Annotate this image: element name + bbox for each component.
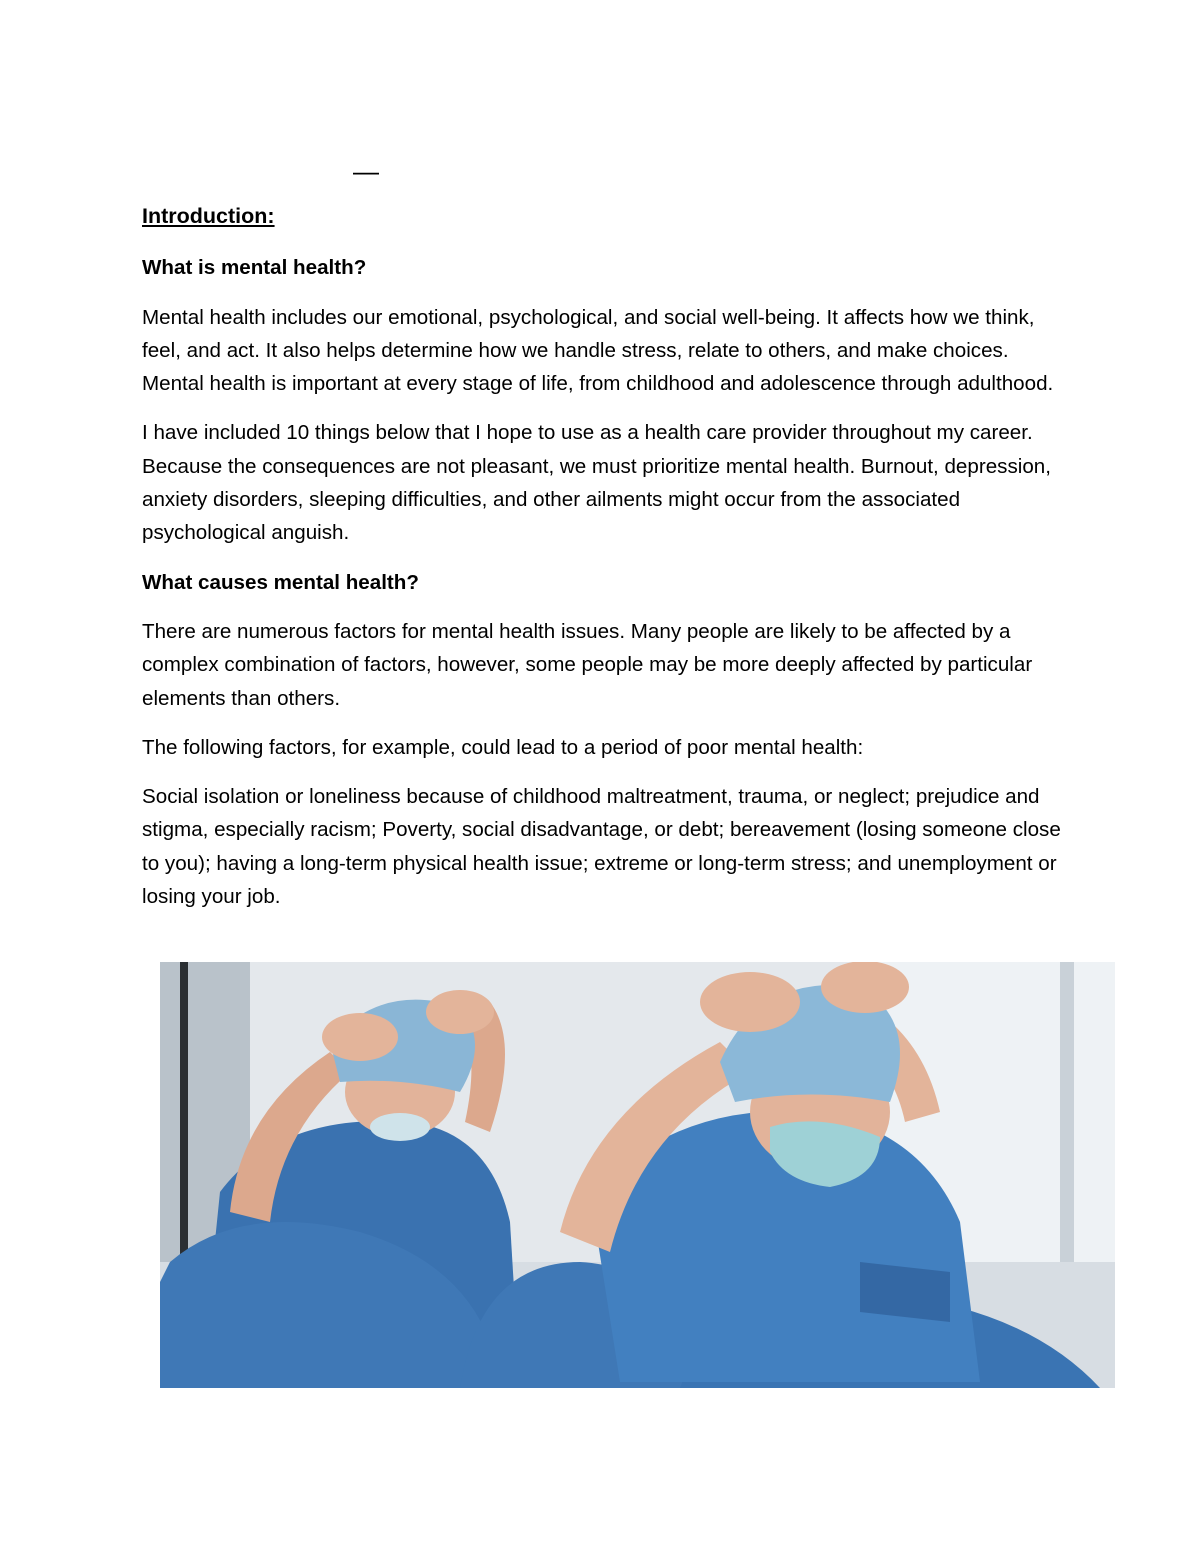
paragraph-intent: I have included 10 things below that I hope to use as a health care provider throughout my career. Because the consequences are not pleasant, we must prioritize mental health. Burnout, depression, anxiety disorders, sleeping difficulties, and other ailments might occur from the associated psychological anguish. — [142, 421, 1051, 545]
paragraph-following: The following factors, for example, could lead to a period of poor mental health: — [142, 735, 864, 759]
document-body — [142, 200, 1062, 929]
paragraph-factors: There are numerous factors for mental health issues. Many people are likely to be affected by a complex combination of factors, however, some people may be more deeply affected by particular elements than others. — [142, 619, 1033, 710]
title-dash: — — [353, 156, 379, 186]
paragraph-definition: Mental health includes our emotional, psychological, and social well-being. It affects how we think, feel, and act. It also helps determine how we handle stress, relate to others, and make choices. Mental health is important at every stage of life, from childhood and adolescence through adulthood. — [142, 305, 1054, 396]
paragraph-causes: Social isolation or loneliness because of childhood maltreatment, trauma, or neglect; prejudice and stigma, especially racism; Poverty, social disadvantage, or debt; bereavement (losing someone close to you); having a long-term physical health issue; extreme or long-term stress; and unemployment or losing your job. — [142, 785, 1061, 909]
question-heading-1: What is mental health? — [142, 256, 367, 280]
question-heading-2: What causes mental health? — [142, 570, 419, 594]
stressed-doctors-photo — [160, 962, 1115, 1388]
introduction-heading: Introduction: — [142, 204, 275, 228]
photo-illustration — [160, 962, 1115, 1388]
